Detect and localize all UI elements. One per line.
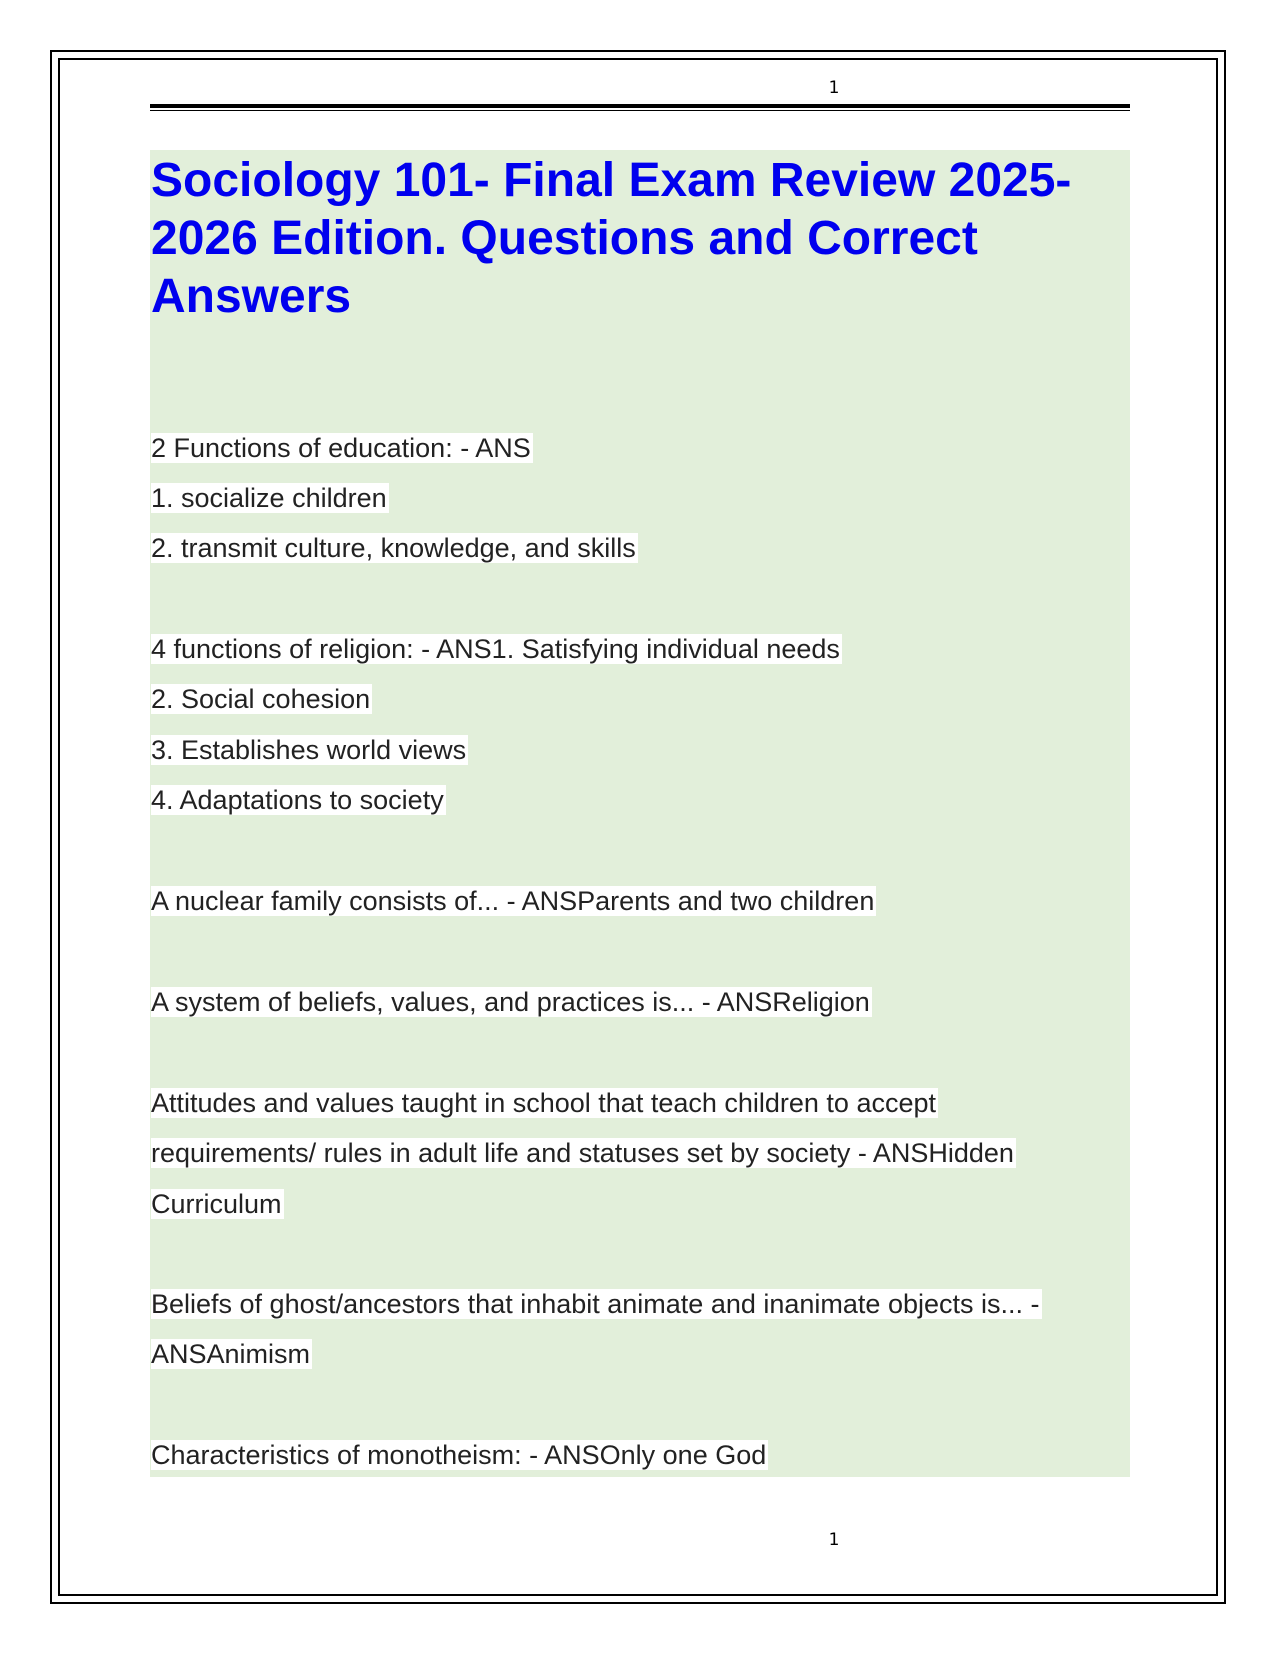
text-line-content: A nuclear family consists of... - ANSParents and two children	[151, 886, 875, 916]
text-line	[151, 884, 876, 918]
text-line-content: 3. Establishes world views	[151, 735, 467, 765]
text-line-content: 1. socialize children	[151, 483, 387, 513]
text-line	[151, 632, 842, 666]
text-line	[151, 1287, 1042, 1321]
text-line-content: 2. transmit culture, knowledge, and skills	[151, 533, 636, 563]
text-line	[151, 1337, 312, 1371]
text-line	[151, 481, 389, 515]
text-line	[151, 1438, 768, 1472]
text-line-content: 2 Functions of education: - ANS	[151, 433, 531, 463]
document-title: Sociology 101- Final Exam Review 2025-2026 Edition. Questions and Correct Answers	[151, 154, 1072, 323]
text-line	[151, 682, 372, 716]
text-line-content: 4. Adaptations to society	[151, 785, 444, 815]
text-line-content: Attitudes and values taught in school that teach children to accept	[151, 1088, 937, 1118]
text-line-content: Beliefs of ghost/ancestors that inhabit animate and inanimate objects is... -	[151, 1289, 1040, 1319]
text-line-content: A system of beliefs, values, and practices is... - ANSReligion	[151, 987, 870, 1017]
page-number-bottom: 1	[828, 1530, 840, 1550]
text-line-content: 2. Social cohesion	[151, 684, 371, 714]
text-line	[151, 1136, 1016, 1170]
text-line	[151, 783, 446, 817]
text-line-content: 4 functions of religion: - ANS1. Satisfying individual needs	[151, 634, 840, 664]
text-line	[151, 431, 533, 465]
text-line	[151, 531, 638, 565]
text-line	[151, 733, 468, 767]
text-line	[151, 985, 872, 1019]
text-line	[151, 1086, 938, 1120]
text-line	[151, 1187, 284, 1221]
header-rule	[150, 104, 1130, 108]
header-rule-thin	[150, 110, 1130, 111]
text-line-content: Characteristics of monotheism: - ANSOnly one God	[151, 1440, 767, 1470]
text-line-content: Curriculum	[151, 1189, 282, 1219]
text-line-content: requirements/ rules in adult life and statuses set by society - ANSHidden	[151, 1138, 1014, 1168]
text-line-content: ANSAnimism	[151, 1339, 311, 1369]
page-number-top: 1	[828, 78, 840, 98]
